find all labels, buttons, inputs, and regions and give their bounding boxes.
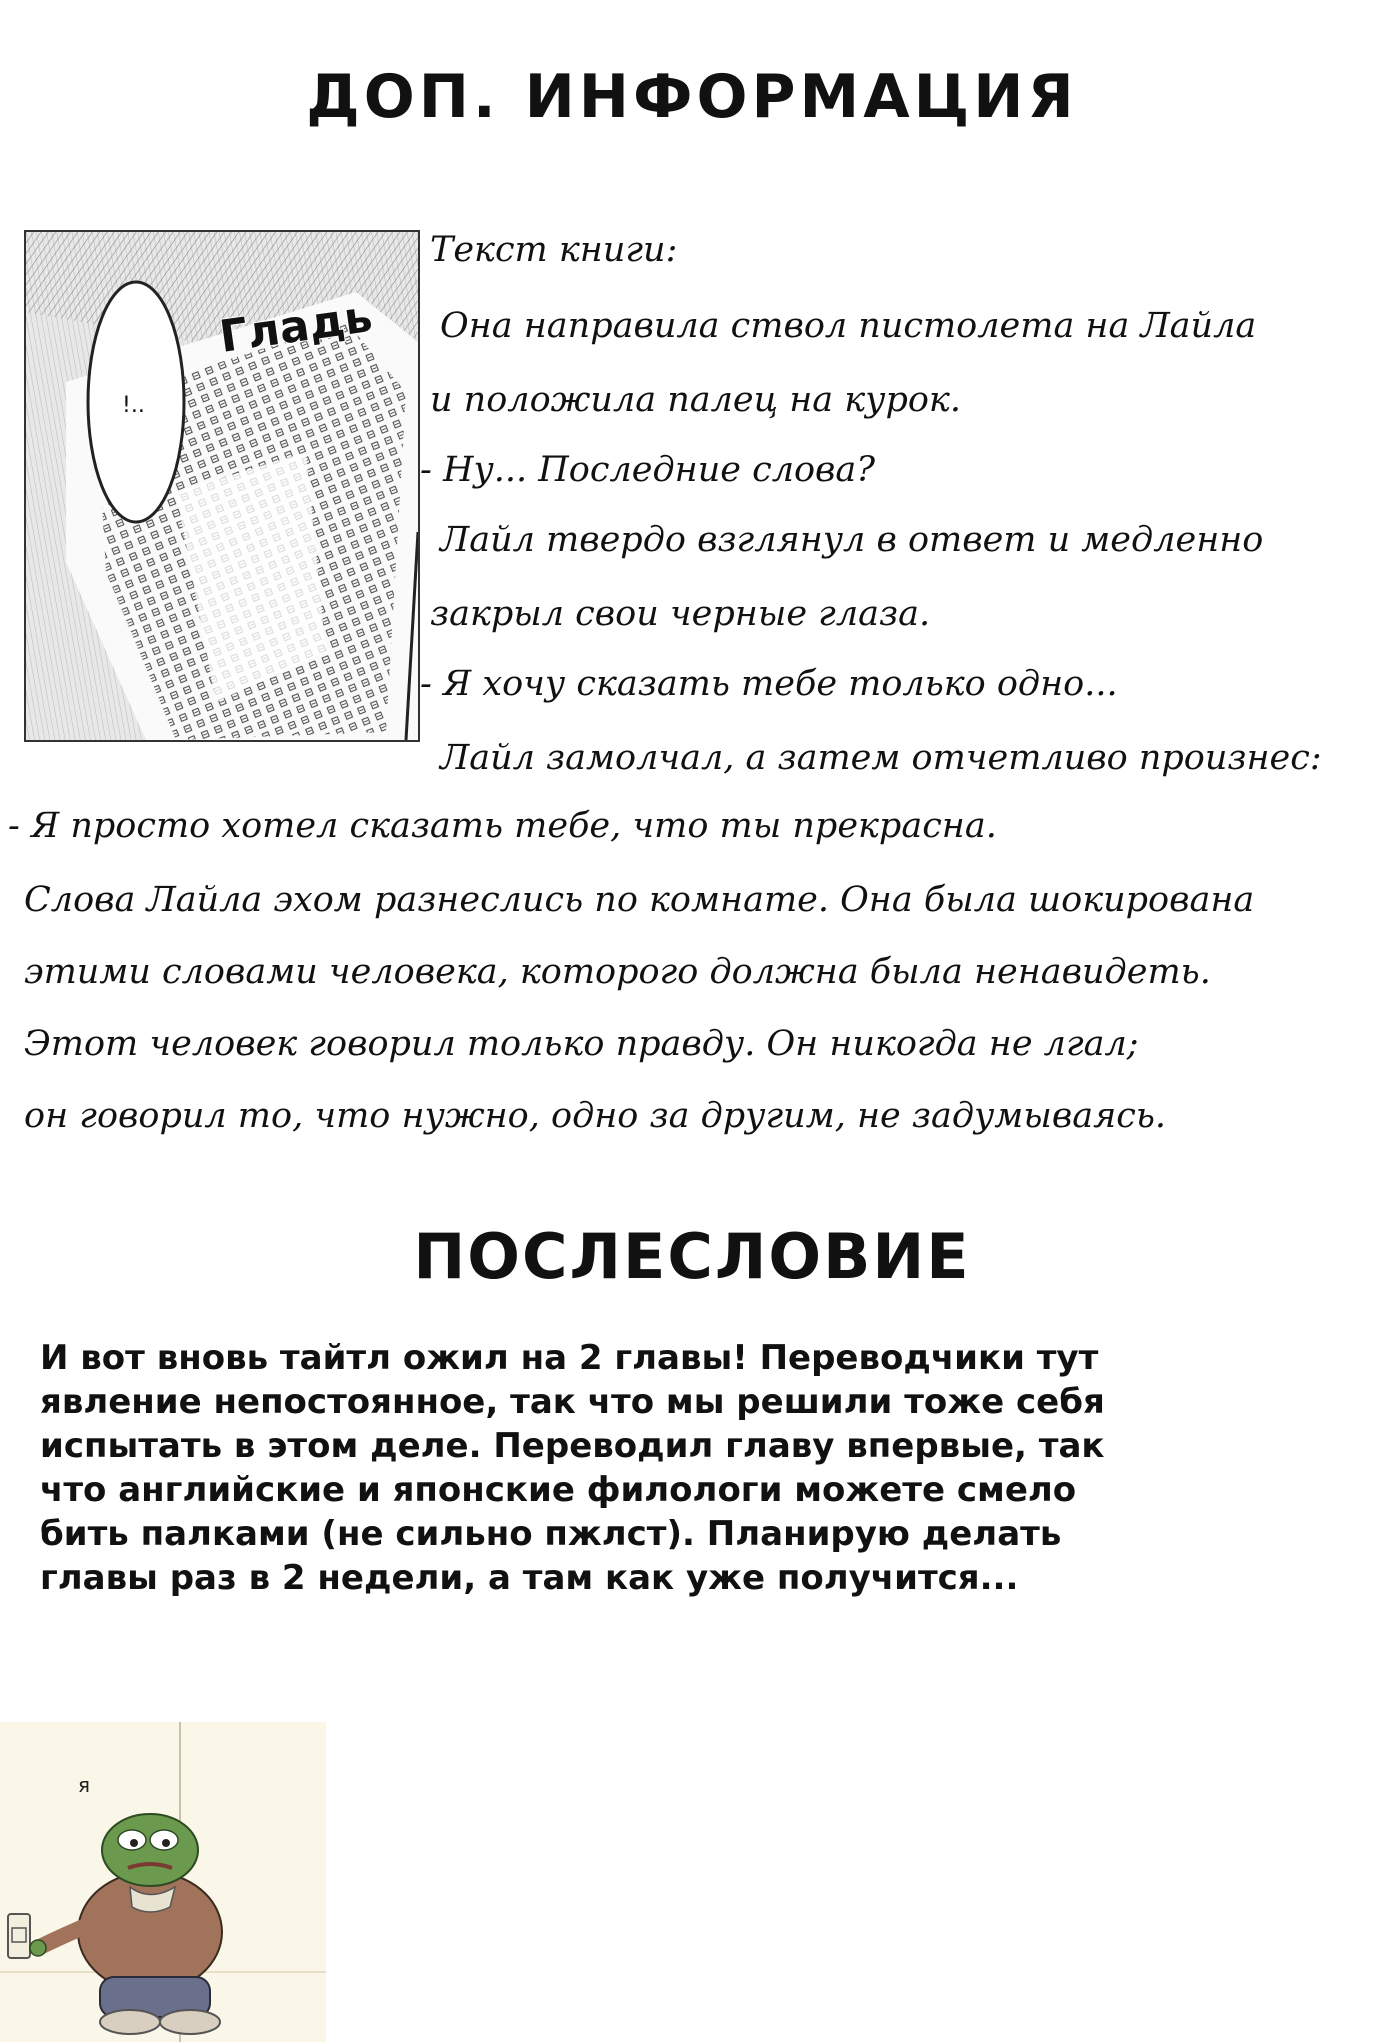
story-line: этими словами человека, которого должна была ненавидеть. <box>24 952 1211 992</box>
story-line: - Я хочу сказать тебе только одно... <box>420 664 1118 704</box>
manga-panel-image <box>24 230 420 742</box>
afterword-line: И вот вновь тайтл ожил на 2 главы! Переводчики тут <box>40 1338 1099 1378</box>
story-line: закрыл свои черные глаза. <box>430 594 931 634</box>
meme-label: я <box>78 1773 91 1797</box>
story-line: и положила палец на курок. <box>430 380 961 420</box>
story-line: он говорил то, что нужно, одно за другим, не задумываясь. <box>24 1096 1167 1136</box>
story-line: Этот человек говорил только правду. Он никогда не лгал; <box>24 1024 1139 1064</box>
pepe-meme-image <box>0 1722 326 2042</box>
sound-effect-text: Гладь <box>216 291 376 363</box>
pepe-illustration <box>0 1722 326 2042</box>
speech-bubble-text: !.. <box>122 393 145 418</box>
story-line: - Я просто хотел сказать тебе, что ты прекрасна. <box>8 806 997 846</box>
afterword-line: бить палками (не сильно пжлст). Планирую делать <box>40 1514 1062 1554</box>
story-line: - Ну... Последние слова? <box>420 450 876 490</box>
manga-illustration <box>26 232 418 740</box>
story-line: Лайл твердо взглянул в ответ и медленно <box>440 520 1264 560</box>
story-line: Она направила ствол пистолета на Лайла <box>440 306 1257 346</box>
info-heading: ДОП. ИНФОРМАЦИЯ <box>306 62 1078 132</box>
afterword-line: испытать в этом деле. Переводил главу впервые, так <box>40 1426 1105 1466</box>
afterword-line: явление непостоянное, так что мы решили тоже себя <box>40 1382 1105 1422</box>
afterword-line: главы раз в 2 недели, а там как уже получится... <box>40 1558 1019 1598</box>
afterword-line: что английские и японские филологи можете смело <box>40 1470 1077 1510</box>
afterword-heading: ПОСЛЕСЛОВИЕ <box>413 1220 971 1293</box>
story-line: Лайл замолчал, а затем отчетливо произнес: <box>440 738 1322 778</box>
story-line: Текст книги: <box>430 230 678 270</box>
story-line: Слова Лайла эхом разнеслись по комнате. Она была шокирована <box>24 880 1255 920</box>
afterword-paragraph <box>40 1336 1340 1600</box>
